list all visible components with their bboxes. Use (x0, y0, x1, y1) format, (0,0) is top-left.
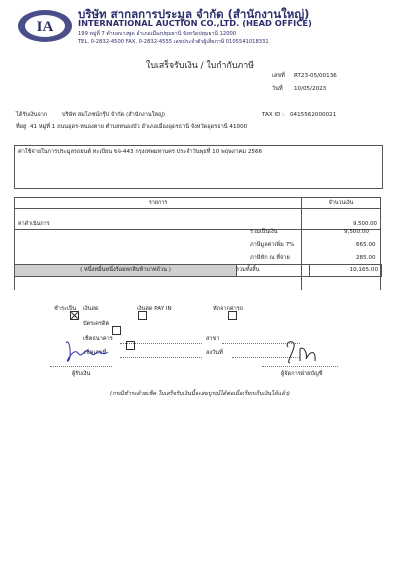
option-cheque-label: เช็คธนาคาร (83, 336, 113, 342)
cheque-date-label: ลงวันที่ (206, 350, 223, 356)
company-name-en: INTERNATIONAL AUCTION CO.,LTD. (HEAD OFFICE) (78, 18, 312, 28)
document-title: ใบเสร็จรับเงิน / ใบกำกับภาษี (146, 61, 254, 71)
doc-date: 10/05/2023 (294, 86, 327, 92)
subtotal-value: 9,500.00 (344, 229, 369, 235)
logo-text: IA (36, 19, 54, 35)
checkbox-credit-card[interactable] (112, 326, 121, 335)
paid-by-label: ชำระเป็น (54, 306, 77, 312)
payer-signature (62, 335, 112, 365)
payer-label: ผู้รับเงิน (72, 371, 91, 377)
tax-id: 0415562000021 (290, 112, 337, 118)
company-address: 199 หมู่ที่ 7 ตำบลบางพูด อำเภอเมืองปทุมธานี จังหวัดปทุมธานี 12000 (78, 31, 237, 37)
subtotal-label: รวมเป็นเงิน (250, 229, 278, 235)
receiver-signature (282, 337, 322, 367)
footer-note: (กรณีชำระด้วยเช็ค ใบเสร็จรับเงินนี้จะสมบูรณ์ได้ต่อเมื่อเรียกเก็บเงินได้แล้ว) (110, 391, 290, 397)
description-box (14, 145, 383, 189)
col-header-item: รายการ (15, 198, 302, 209)
item-amount: 9,500.00 (302, 219, 381, 230)
description-line: ค่าใช้จ่ายในการประมูลรถยนต์ ทะเบียน ขจ-443 กรุงเทพมหานคร ประจำวันพุธที่ 10 พฤษภาคม 2566 (18, 149, 263, 155)
vat-value: 665.00 (356, 242, 376, 248)
receiver-label: ผู้จัดการฝ่ายบัญชี (281, 371, 323, 377)
amount-in-words-cell (14, 264, 237, 277)
wht-value: 285.00 (356, 255, 376, 261)
spacer-row (15, 209, 302, 220)
col-header-amount: จำนวนเงิน (302, 198, 381, 209)
wht-label: ภาษีหัก ณ ที่จ่าย (250, 255, 290, 261)
vat-label: ภาษีมูลค่าเพิ่ม 7% (250, 242, 295, 248)
amount-in-words: ( หนึ่งหมื่นหนึ่งร้อยหกสิบห้าบาทถ้วน ) (80, 267, 171, 273)
company-logo (16, 8, 74, 44)
option-deduct-label: หักจากค่ารถ (213, 306, 244, 312)
doc-date-label: วันที่ (272, 86, 283, 92)
customer-name: บริษัท สมโภชน์กรุ๊ป จำกัด (สำนักงานใหญ่) (62, 112, 166, 118)
customer-address: 41 หมู่ที่ 1 ถนนอุดร-หนองคาย ตำบลหนองบัว อำเภอเมืองอุดรธานี จังหวัดอุดรธานี 41000 (30, 124, 248, 130)
option-cash-label: เงินสด (83, 306, 99, 312)
total-label: รวมทั้งสิ้น (236, 267, 260, 273)
address-label: ที่อยู่ (16, 124, 27, 130)
checkbox-cash[interactable] (70, 311, 79, 320)
doc-number: RT23-05/00136 (294, 73, 337, 79)
option-credit-card-label: บัตรเครดิต (83, 321, 110, 327)
item-description: ค่าดำเนินการ (15, 219, 302, 230)
company-name-th: บริษัท สากลการประมูล จำกัด (สำนักงานใหญ่) (78, 7, 310, 21)
doc-number-label: เลขที่ (272, 73, 285, 79)
cheque-no-label: เช็คเลขที่ (84, 350, 107, 356)
received-from-label: ได้รับเงินจาก (16, 112, 48, 118)
total-value: 10,165.00 (349, 267, 378, 273)
company-contact: TEL. 0-2832-4500 FAX. 0-2832-4555 เลขประจำตัวผู้เสียภาษี 0105541018331 (78, 39, 269, 45)
tax-id-label: TAX ID : (262, 112, 285, 118)
branch-label: สาขา (206, 336, 220, 342)
option-payin-label: เงินสด PAY IN (137, 306, 172, 312)
